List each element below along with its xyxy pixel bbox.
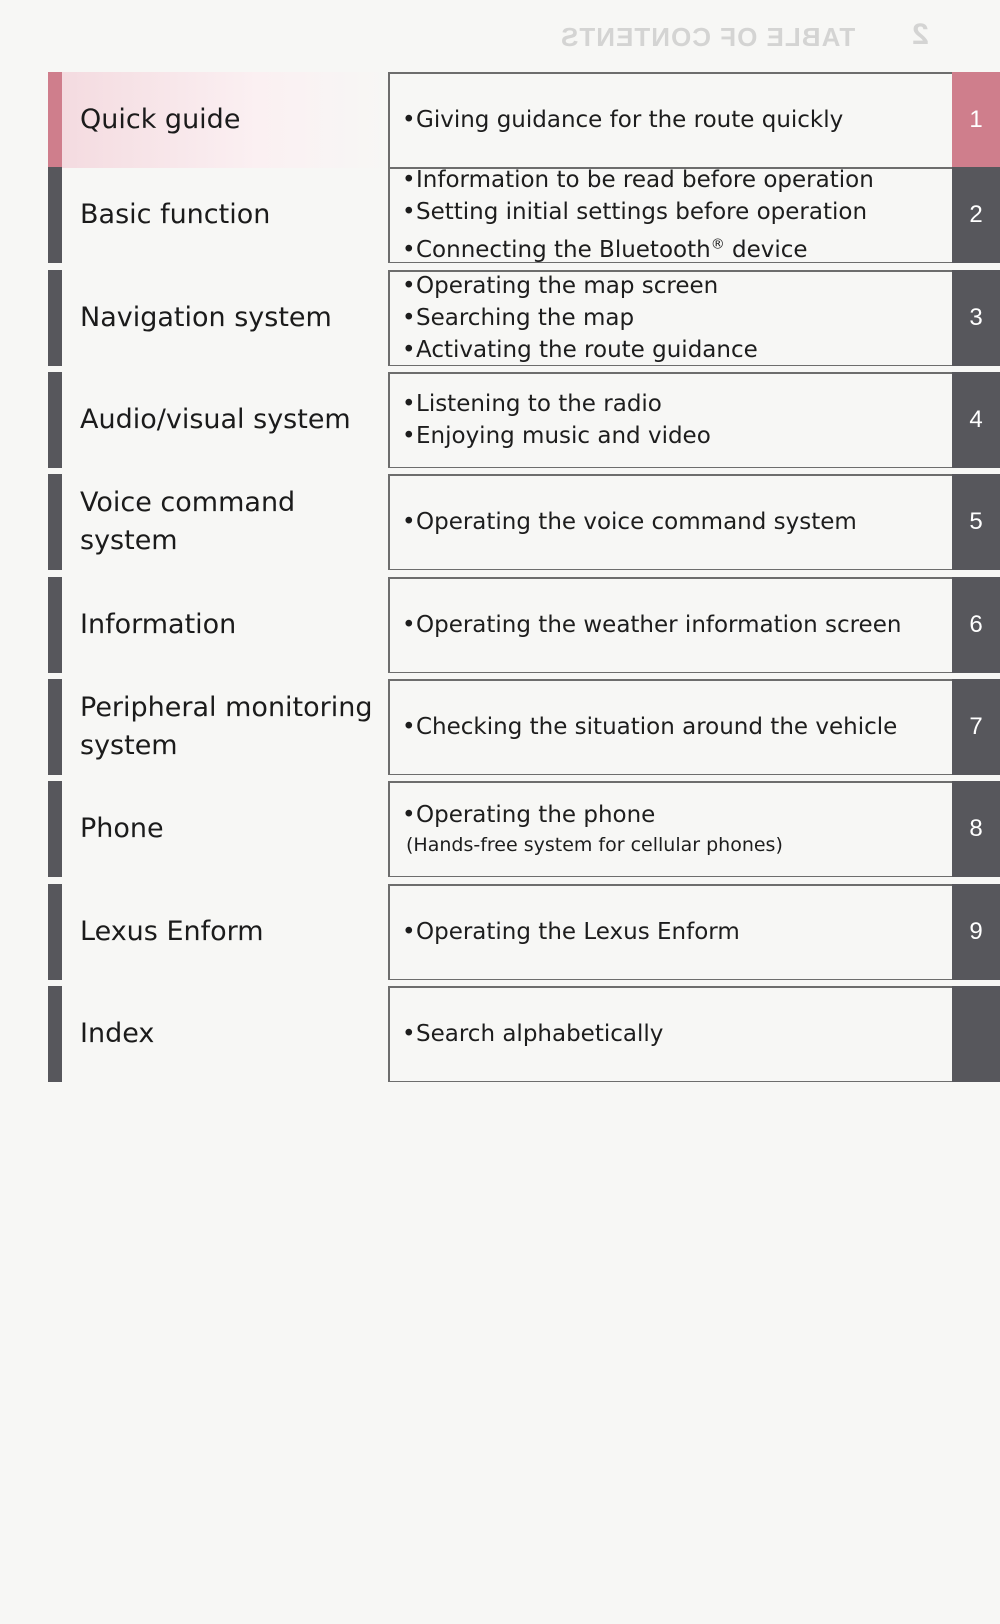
section-rule — [388, 72, 988, 74]
bullet-text: Enjoying music and video — [416, 423, 711, 449]
section-rule — [388, 577, 390, 673]
section-bullet-item — [402, 228, 962, 266]
bullet-text: Operating the weather information screen — [416, 612, 902, 638]
section-bullet-item — [402, 196, 962, 228]
section-rule — [388, 986, 390, 1082]
section-rule — [388, 884, 390, 980]
section-bullet-item — [402, 420, 962, 452]
bullet-icon: • — [402, 1021, 416, 1047]
toc-section[interactable] — [48, 167, 1000, 263]
toc-section[interactable] — [48, 577, 1000, 673]
section-title-panel — [62, 986, 388, 1082]
section-description — [402, 388, 962, 452]
section-color-bar — [48, 270, 62, 366]
section-description — [402, 104, 962, 136]
bullet-text: Giving guidance for the route quickly — [416, 107, 844, 133]
section-description — [402, 1018, 962, 1050]
section-color-bar — [48, 372, 62, 468]
bullet-text: Setting initial settings before operation — [416, 199, 868, 226]
section-bullet-item — [402, 916, 962, 948]
section-description — [402, 506, 962, 538]
section-color-bar — [48, 167, 62, 263]
section-note: (Hands-free system for cellular phones) — [406, 834, 783, 856]
section-title-panel — [62, 884, 388, 980]
toc-section[interactable] — [48, 72, 1000, 168]
section-color-bar — [48, 884, 62, 980]
section-number-tab[interactable]: 1 — [952, 72, 1000, 168]
bullet-icon: • — [402, 273, 416, 299]
section-description — [402, 164, 962, 266]
section-bullet-item — [402, 334, 962, 366]
section-color-bar — [48, 986, 62, 1082]
toc-section[interactable] — [48, 679, 1000, 775]
section-number-tab[interactable]: 3 — [952, 270, 1000, 366]
bullet-icon: • — [402, 236, 416, 263]
section-bullet-item — [402, 164, 962, 196]
section-rule — [388, 72, 390, 168]
section-description — [402, 609, 962, 641]
section-bullet-item — [402, 302, 962, 334]
section-rule — [388, 270, 390, 366]
bullet-icon: • — [402, 612, 416, 638]
section-rule — [388, 781, 390, 877]
section-rule — [388, 474, 988, 476]
section-title[interactable]: Peripheral monitoring system — [80, 692, 373, 761]
section-description — [402, 799, 962, 859]
bleed-through-header: TABLE OF CONTENTS — [560, 22, 856, 52]
section-rule — [388, 672, 988, 674]
section-color-bar — [48, 72, 62, 168]
section-rule — [388, 577, 988, 579]
section-color-bar — [48, 781, 62, 877]
section-number-tab[interactable]: 8 — [952, 781, 1000, 877]
bullet-icon: • — [402, 337, 416, 363]
section-rule — [388, 876, 988, 878]
toc-section[interactable] — [48, 986, 1000, 1082]
section-title[interactable]: Basic function — [80, 199, 271, 230]
section-number-tab[interactable]: 9 — [952, 884, 1000, 980]
bullet-text: Activating the route guidance — [416, 337, 758, 363]
section-rule — [388, 781, 988, 783]
section-title[interactable]: Voice command system — [80, 487, 296, 556]
section-rule — [388, 1081, 988, 1083]
section-bullet-item — [402, 799, 962, 831]
section-title[interactable]: Index — [80, 1018, 155, 1049]
section-title-panel — [62, 270, 388, 366]
section-title[interactable]: Information — [80, 609, 237, 640]
section-rule — [388, 569, 988, 571]
bullet-icon: • — [402, 305, 416, 331]
bullet-text: Search alphabetically — [416, 1021, 664, 1047]
bullet-text: Operating the voice command system — [416, 509, 857, 535]
bullet-text: Operating the phone — [416, 802, 656, 828]
section-title-panel — [62, 781, 388, 877]
section-title[interactable]: Quick guide — [80, 104, 241, 135]
section-title-panel — [62, 72, 388, 168]
section-bullet-item — [402, 388, 962, 420]
section-title-panel — [62, 679, 388, 775]
bleed-through-page-number: 2 — [912, 18, 929, 51]
section-title[interactable]: Navigation system — [80, 302, 332, 333]
section-title[interactable]: Audio/visual system — [80, 404, 351, 435]
section-title[interactable]: Phone — [80, 813, 164, 844]
section-title-panel — [62, 372, 388, 468]
section-color-bar — [48, 474, 62, 570]
bullet-icon: • — [402, 714, 416, 740]
section-bullet-item — [402, 711, 962, 743]
toc-section[interactable] — [48, 781, 1000, 877]
bullet-icon: • — [402, 802, 416, 828]
toc-section[interactable] — [48, 474, 1000, 570]
section-bullet-item — [402, 506, 962, 538]
section-number-tab[interactable]: 6 — [952, 577, 1000, 673]
toc-section[interactable] — [48, 884, 1000, 980]
section-bullet-item — [402, 609, 962, 641]
section-number-tab[interactable]: 5 — [952, 474, 1000, 570]
section-title-panel — [62, 474, 388, 570]
section-rule — [388, 986, 988, 988]
bullet-icon: • — [402, 509, 416, 535]
section-rule — [388, 679, 390, 775]
section-color-bar — [48, 577, 62, 673]
bullet-icon: • — [402, 167, 416, 194]
section-rule — [388, 679, 988, 681]
section-rule — [388, 884, 988, 886]
section-description — [402, 711, 962, 743]
bullet-text: Searching the map — [416, 305, 635, 331]
bullet-text: Operating the map screen — [416, 273, 719, 299]
bullet-icon: • — [402, 423, 416, 449]
section-title-panel — [62, 577, 388, 673]
section-bullet-item — [402, 270, 962, 302]
section-bullet-item — [402, 1018, 962, 1050]
bullet-text: Operating the Lexus Enform — [416, 919, 740, 945]
bullet-icon: • — [402, 107, 416, 133]
section-rule — [388, 372, 988, 374]
section-number-tab[interactable] — [952, 986, 1000, 1082]
bullet-icon: • — [402, 391, 416, 417]
section-rule — [388, 979, 988, 981]
section-description — [402, 270, 962, 366]
section-title-panel — [62, 167, 388, 263]
bullet-text: Information to be read before operation — [416, 167, 874, 194]
section-color-bar — [48, 679, 62, 775]
section-title[interactable]: Lexus Enform — [80, 916, 264, 947]
section-number-tab[interactable]: 4 — [952, 372, 1000, 468]
bullet-text: Checking the situation around the vehicle — [416, 714, 898, 740]
section-number-tab[interactable]: 2 — [952, 167, 1000, 263]
section-rule — [388, 167, 390, 263]
section-rule — [388, 474, 390, 570]
toc-section[interactable] — [48, 270, 1000, 366]
section-number-tab[interactable]: 7 — [952, 679, 1000, 775]
section-description — [402, 916, 962, 948]
section-bullet-item — [402, 104, 962, 136]
section-rule — [388, 467, 988, 469]
toc-section[interactable] — [48, 372, 1000, 468]
bullet-text: Listening to the radio — [416, 391, 662, 417]
section-rule — [388, 372, 390, 468]
bullet-icon: • — [402, 199, 416, 226]
section-rule — [388, 774, 988, 776]
bullet-icon: • — [402, 919, 416, 945]
bullet-text: Connecting the Bluetooth® device — [416, 236, 808, 263]
